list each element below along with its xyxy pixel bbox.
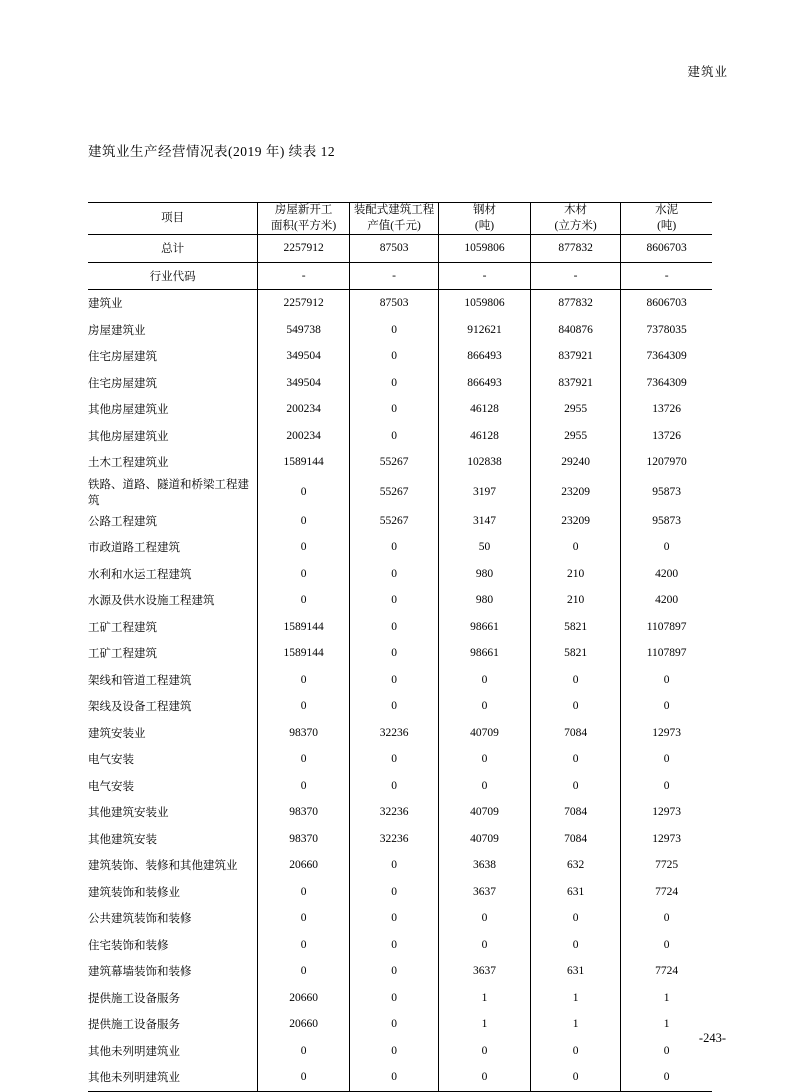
column-header-item-line1: 项目 [161,211,185,224]
table-row [88,290,712,317]
table-row [88,1011,712,1038]
row-value: 55267 [349,508,438,535]
row-value: 0 [349,587,438,614]
row-value: 7378035 [646,323,687,336]
row-value: 20660 [258,852,350,879]
row-value: 32236 [349,799,438,826]
row-value: 200234 [258,423,350,450]
row-value: 12973 [652,832,682,845]
table-row [88,370,712,397]
row-value: 40709 [439,720,531,747]
row-value: 0 [530,905,620,932]
row-value: 0 [530,773,620,800]
row-value: 1107897 [646,620,687,633]
row-value: 23209 [530,476,620,508]
row-label: 工矿工程建筑 [88,640,258,667]
row-value: 0 [258,958,350,985]
table-row [88,1064,712,1091]
row-value: 46128 [439,396,531,423]
row-value: 0 [258,534,350,561]
table-row [88,508,712,535]
table-row [88,534,712,561]
row-value: 1 [663,991,670,1004]
row-label: 市政道路工程建筑 [88,534,258,561]
row-value: 12973 [652,726,682,739]
row-value: 4200 [655,594,679,607]
row-value: 7084 [530,826,620,853]
row-value: 0 [349,905,438,932]
row-value: 632 [530,852,620,879]
row-value: 0 [439,932,531,959]
table-row [88,905,712,932]
row-label: 建筑幕墙装饰和装修 [88,958,258,985]
row-value: 0 [439,905,531,932]
row-value: 0 [349,534,438,561]
table-header-row [88,203,712,235]
row-value: 1107897 [646,647,687,660]
row-label: 土木工程建筑业 [88,449,258,476]
row-value: 87503 [349,290,438,317]
row-value: 1 [663,1018,670,1031]
row-value: 0 [530,667,620,694]
table-row [88,720,712,747]
row-value: 98661 [439,640,531,667]
row-value: 0 [349,423,438,450]
table-row [88,235,712,263]
column-header-cement-line2: (吨) [657,219,677,232]
row-value: 0 [663,779,670,792]
row-value: 29240 [530,449,620,476]
row-value: 1207970 [646,456,687,469]
row-value: 8606703 [621,235,712,263]
row-value: 20660 [258,985,350,1012]
row-value: 1 [439,985,531,1012]
table-row [88,826,712,853]
row-value: 0 [349,396,438,423]
row-value: 0 [258,476,350,508]
row-value: 0 [663,700,670,713]
row-label: 建筑安装业 [88,720,258,747]
row-value: 0 [349,1038,438,1065]
row-value: 0 [349,370,438,397]
row-value: 98661 [439,614,531,641]
row-value: 0 [349,1011,438,1038]
row-value: - [258,262,350,290]
row-value: 13726 [652,403,682,416]
row-value: 0 [439,1038,531,1065]
table-row [88,799,712,826]
row-value: 0 [663,1044,670,1057]
row-value: 3637 [439,958,531,985]
row-value: 0 [349,614,438,641]
column-header-timber-line1: 木材 [564,204,588,216]
column-header-item [88,203,258,235]
row-value: 4200 [655,567,679,580]
column-header-new-floor-area-line2: 面积(平方米) [271,219,337,232]
row-value: 7724 [655,965,679,978]
row-value: 7724 [655,885,679,898]
row-value: 32236 [349,720,438,747]
row-value: 12973 [652,806,682,819]
row-value: 837921 [530,370,620,397]
row-label: 架线及设备工程建筑 [88,693,258,720]
row-label: 其他建筑安装 [88,826,258,853]
table-row [88,262,712,290]
row-value: 0 [530,693,620,720]
column-header-steel-line2: (吨) [474,219,495,232]
row-value: 0 [439,773,531,800]
row-value: 7084 [530,720,620,747]
row-value: 0 [349,958,438,985]
table-row [88,932,712,959]
row-value: 2955 [530,396,620,423]
row-value: 0 [258,1038,350,1065]
table-row [88,343,712,370]
row-value: 0 [349,693,438,720]
row-value: - [530,262,620,290]
column-header-timber-line2: (立方米) [554,219,597,232]
row-value: 1 [530,985,620,1012]
row-value: 0 [258,693,350,720]
row-value: - [439,262,531,290]
row-value: 0 [439,1064,531,1091]
row-value: 0 [663,938,670,951]
table-row [88,587,712,614]
table-row [88,1038,712,1065]
row-value: 0 [349,746,438,773]
row-value: 0 [349,852,438,879]
row-value: 0 [258,746,350,773]
row-label: 其他房屋建筑业 [88,423,258,450]
row-label: 住宅装饰和装修 [88,932,258,959]
row-value: 0 [258,667,350,694]
row-value: 23209 [530,508,620,535]
table-row [88,879,712,906]
row-value: 0 [621,1064,712,1091]
row-value: 0 [258,879,350,906]
row-label: 其他未列明建筑业 [88,1064,258,1091]
row-value: 0 [349,640,438,667]
row-value: 8606703 [646,297,687,310]
row-value: 1 [439,1011,531,1038]
row-value: 631 [530,958,620,985]
row-label: 架线和管道工程建筑 [88,667,258,694]
row-label: 电气安装 [88,746,258,773]
row-value: 50 [439,534,531,561]
row-value: 0 [258,932,350,959]
row-value: 46128 [439,423,531,450]
table-row [88,773,712,800]
row-value: 0 [439,667,531,694]
column-header-new-floor-area [258,203,350,235]
table-row [88,396,712,423]
table-body [88,235,712,1092]
row-value: 87503 [349,235,438,263]
row-label: 提供施工设备服务 [88,985,258,1012]
row-value: 0 [530,1038,620,1065]
row-value: 55267 [349,476,438,508]
row-value: 98370 [258,826,350,853]
row-value: 980 [439,587,531,614]
row-value: 980 [439,561,531,588]
row-value: 2257912 [258,235,350,263]
row-value: 0 [349,985,438,1012]
row-value: 7725 [655,859,679,872]
row-value: 210 [530,561,620,588]
table-row [88,423,712,450]
row-value: 0 [439,693,531,720]
row-value: 55267 [349,449,438,476]
row-value: 0 [663,753,670,766]
row-label: 公共建筑装饰和装修 [88,905,258,932]
row-value: 0 [258,508,350,535]
row-value: 0 [530,932,620,959]
column-header-prefab-output [349,203,438,235]
row-value: 3197 [439,476,531,508]
row-value: 0 [349,879,438,906]
row-value: 0 [530,746,620,773]
row-label: 其他建筑安装业 [88,799,258,826]
row-value: 2257912 [258,290,350,317]
row-value: 1059806 [439,290,531,317]
table-header [88,203,712,235]
table-title: 建筑业生产经营情况表(2019 年) 续表 12 [88,144,336,159]
row-value: 1589144 [258,640,350,667]
row-value: 840876 [530,317,620,344]
row-value: 210 [530,587,620,614]
row-value: 13726 [652,429,682,442]
row-value: 1 [530,1011,620,1038]
row-value: 2955 [530,423,620,450]
table-row [88,693,712,720]
row-value: 0 [530,1064,620,1091]
row-value: 0 [258,587,350,614]
row-value: - [349,262,438,290]
row-label: 提供施工设备服务 [88,1011,258,1038]
row-value: 0 [349,773,438,800]
row-value: 40709 [439,799,531,826]
row-label: 其他未列明建筑业 [88,1038,258,1065]
column-header-new-floor-area-line1: 房屋新开工 [274,204,333,216]
table-row [88,317,712,344]
row-label: 建筑装饰和装修业 [88,879,258,906]
row-value: 0 [258,1064,350,1091]
row-label: 公路工程建筑 [88,508,258,535]
row-value: 0 [349,317,438,344]
row-label: 房屋建筑业 [88,317,258,344]
row-value: 200234 [258,396,350,423]
row-value: 0 [439,746,531,773]
table-row [88,640,712,667]
row-value: 0 [258,905,350,932]
table-row [88,476,712,508]
row-label: 建筑装饰、装修和其他建筑业 [88,852,258,879]
row-value: 837921 [530,343,620,370]
column-header-cement [621,203,712,235]
table-row [88,561,712,588]
column-header-steel-line1: 钢材 [473,204,497,216]
row-value: 0 [663,912,670,925]
column-header-cement-line1: 水泥 [655,204,679,216]
row-label: 其他房屋建筑业 [88,396,258,423]
row-label: 建筑业 [88,290,258,317]
row-value: 3637 [439,879,531,906]
row-value: 631 [530,879,620,906]
row-value: 912621 [439,317,531,344]
row-value: 5821 [530,614,620,641]
row-label: 总计 [88,235,258,263]
row-value: 0 [349,343,438,370]
row-value: 877832 [530,235,620,263]
row-value: 95873 [652,514,682,527]
row-value: 549738 [258,317,350,344]
row-label: 铁路、道路、隧道和桥梁工程建筑 [88,476,258,508]
row-value: 0 [349,561,438,588]
row-value: 20660 [258,1011,350,1038]
row-value: 102838 [439,449,531,476]
page-number: -243- [698,1031,726,1045]
row-value: 0 [258,561,350,588]
row-value: 7084 [530,799,620,826]
row-value: 40709 [439,826,531,853]
running-header: 建筑业 [687,65,728,79]
row-value: 0 [349,932,438,959]
table-row [88,958,712,985]
row-label: 住宅房屋建筑 [88,370,258,397]
table-row [88,614,712,641]
column-header-steel [439,203,531,235]
row-value: 866493 [439,343,531,370]
row-value: 0 [663,673,670,686]
column-header-prefab-output-line1: 装配式建筑工程 [353,204,435,216]
row-value: 866493 [439,370,531,397]
row-label: 水源及供水设施工程建筑 [88,587,258,614]
row-value: 0 [349,667,438,694]
statistics-table [88,202,712,1092]
row-label: 行业代码 [88,262,258,290]
row-value: 7364309 [646,350,687,363]
row-label: 工矿工程建筑 [88,614,258,641]
row-value: 95873 [652,485,682,498]
table-row [88,746,712,773]
row-value: 0 [663,541,670,554]
statistics-table-container [88,202,712,1092]
row-value: 1589144 [258,614,350,641]
table-row [88,985,712,1012]
row-value: 0 [258,773,350,800]
row-value: 1589144 [258,449,350,476]
row-value: 1059806 [439,235,531,263]
row-value: 3638 [439,852,531,879]
row-value: 32236 [349,826,438,853]
table-row [88,449,712,476]
column-header-timber [530,203,620,235]
row-value: 0 [349,1064,438,1091]
row-value: 5821 [530,640,620,667]
row-value: 98370 [258,799,350,826]
table-row [88,852,712,879]
row-value: 3147 [439,508,531,535]
row-label: 住宅房屋建筑 [88,343,258,370]
row-value: 98370 [258,720,350,747]
row-value: - [621,262,712,290]
row-label: 电气安装 [88,773,258,800]
column-header-prefab-output-line2: 产值(千元) [367,219,421,232]
table-row [88,667,712,694]
row-value: 349504 [258,343,350,370]
row-label: 水利和水运工程建筑 [88,561,258,588]
row-value: 7364309 [646,376,687,389]
row-value: 0 [530,534,620,561]
row-value: 877832 [530,290,620,317]
row-value: 349504 [258,370,350,397]
